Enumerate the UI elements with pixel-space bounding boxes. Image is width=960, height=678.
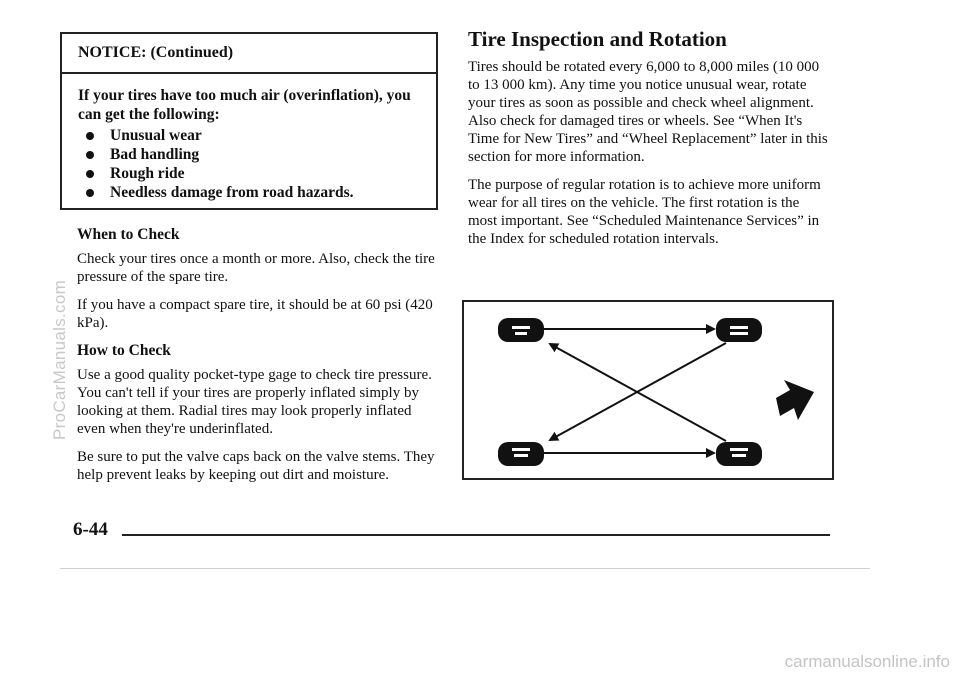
how-to-check-paragraph-1: Use a good quality pocket-type gage to check tire pressure. You can't tell if your tires are properly inflated simply by looking at them. Radial tires may look properly inflated even when they're underinflated. (77, 367, 432, 437)
left-column (77, 226, 442, 494)
direction-arrow-icon (776, 380, 814, 420)
rotation-diagram-svg (464, 302, 832, 478)
right-column (468, 27, 828, 258)
how-to-check-paragraph-2: Be sure to put the valve caps back on the valve stems. They help prevent leaks by keeping out dirt and moisture. (77, 449, 435, 483)
when-to-check-heading: When to Check (77, 226, 180, 243)
when-to-check-paragraph-1: Check your tires once a month or more. Also, check the tire pressure of the spare tire. (77, 251, 435, 285)
bottom-divider (60, 568, 870, 569)
notice-item-rough-ride: Rough ride (78, 164, 422, 183)
rotation-paragraph-2: The purpose of regular rotation is to achieve more uniform wear for all tires on the vehicle. The first rotation is the most important. See “Scheduled Maintenance Services” in the Index for scheduled rotation intervals. (468, 177, 821, 247)
rotation-paragraph-1: Tires should be rotated every 6,000 to 8,000 miles (10 000 to 13 000 km). Any time you notice unusual wear, rotate your tires as soon as possible and check wheel alignment. Also check for damaged tires or wheels. See “When It's Time for New Tires” and “Wheel Replacement” later in this section for more information. (468, 59, 828, 165)
rotation-diagram (462, 300, 834, 480)
tire-rear-right-icon (716, 442, 762, 466)
side-watermark: ProCarManuals.com (50, 279, 69, 440)
notice-heading: NOTICE: (Continued) (62, 34, 436, 74)
notice-item-road-hazards: Needless damage from road hazards. (78, 183, 422, 202)
tire-front-right-icon (716, 318, 762, 342)
tire-front-left-icon (498, 318, 544, 342)
when-to-check-paragraph-2: If you have a compact spare tire, it should be at 60 psi (420 kPa). (77, 297, 433, 331)
site-watermark: carmanualsonline.info (784, 652, 950, 671)
notice-box (60, 32, 438, 210)
page-number: 6-44 (73, 519, 108, 540)
notice-list (78, 126, 422, 202)
rotation-heading: Tire Inspection and Rotation (468, 27, 727, 51)
how-to-check-heading: How to Check (77, 342, 171, 359)
notice-body (62, 74, 436, 202)
tire-rear-left-icon (498, 442, 544, 466)
footer-rule (122, 534, 830, 536)
notice-intro: If your tires have too much air (overinflation), you can get the following: (78, 87, 411, 123)
notice-item-unusual-wear: Unusual wear (78, 126, 422, 145)
notice-item-bad-handling: Bad handling (78, 145, 422, 164)
